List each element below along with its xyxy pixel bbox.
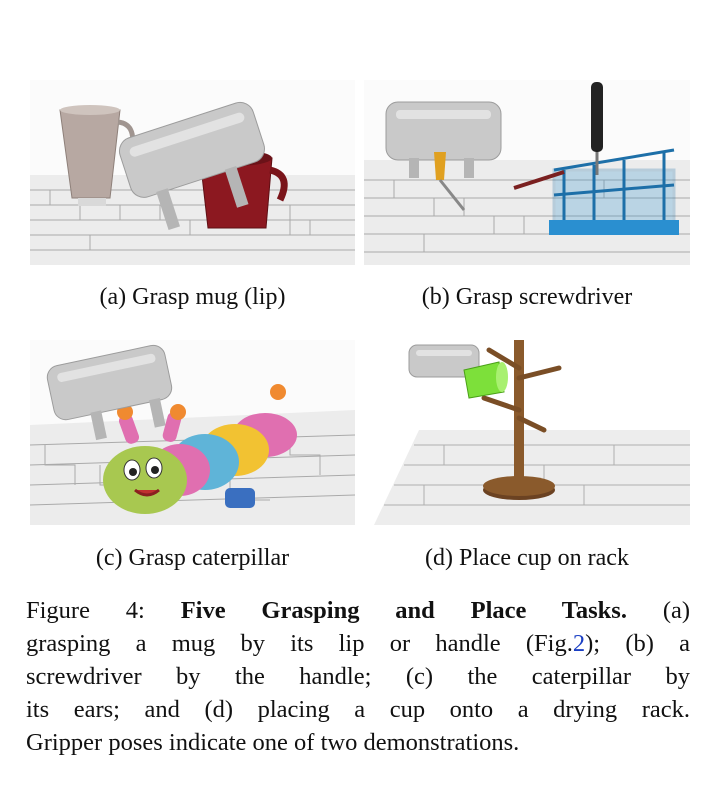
- caption-text-c: ); (b) a: [585, 630, 690, 657]
- caption-line-4: its ears; and (d) placing a cup onto a drying rack.: [26, 696, 690, 723]
- caption-line-3: screwdriver by the handle; (c) the caterpillar by: [26, 663, 690, 690]
- subfigure-a-caption: (a) Grasp mug (lip): [99, 284, 286, 310]
- subfigure-b-image: [364, 80, 690, 265]
- screwdriver-grasp-illustration: [364, 80, 690, 265]
- cup-rack-place-illustration: [364, 340, 690, 525]
- subfigure-c-caption: (c) Grasp caterpillar: [95, 545, 290, 571]
- subfigure-b-caption: (b) Grasp screwdriver: [421, 284, 633, 310]
- subfigure-d-image: [364, 340, 690, 525]
- figure-title: Five Grasping and Place Tasks.: [180, 597, 627, 624]
- subfigure-c-image: [30, 340, 355, 525]
- figure-label: Figure 4:: [26, 597, 145, 624]
- caption-line-2: [26, 627, 690, 660]
- figure-caption: [26, 594, 690, 759]
- subfigure-d-caption: (d) Place cup on rack: [425, 545, 629, 571]
- figure-ref-link[interactable]: 2: [572, 630, 586, 657]
- caption-line-5: Gripper poses indicate one of two demonstrations.: [26, 729, 520, 756]
- caption-line-1: [26, 594, 690, 627]
- caption-text-b: grasping a mug by its lip or handle (Fig.: [26, 630, 573, 657]
- caption-text-a: (a): [662, 597, 691, 624]
- mug-grasp-illustration: [30, 80, 355, 265]
- caterpillar-grasp-illustration: [30, 340, 355, 525]
- subfigure-a-image: [30, 80, 355, 265]
